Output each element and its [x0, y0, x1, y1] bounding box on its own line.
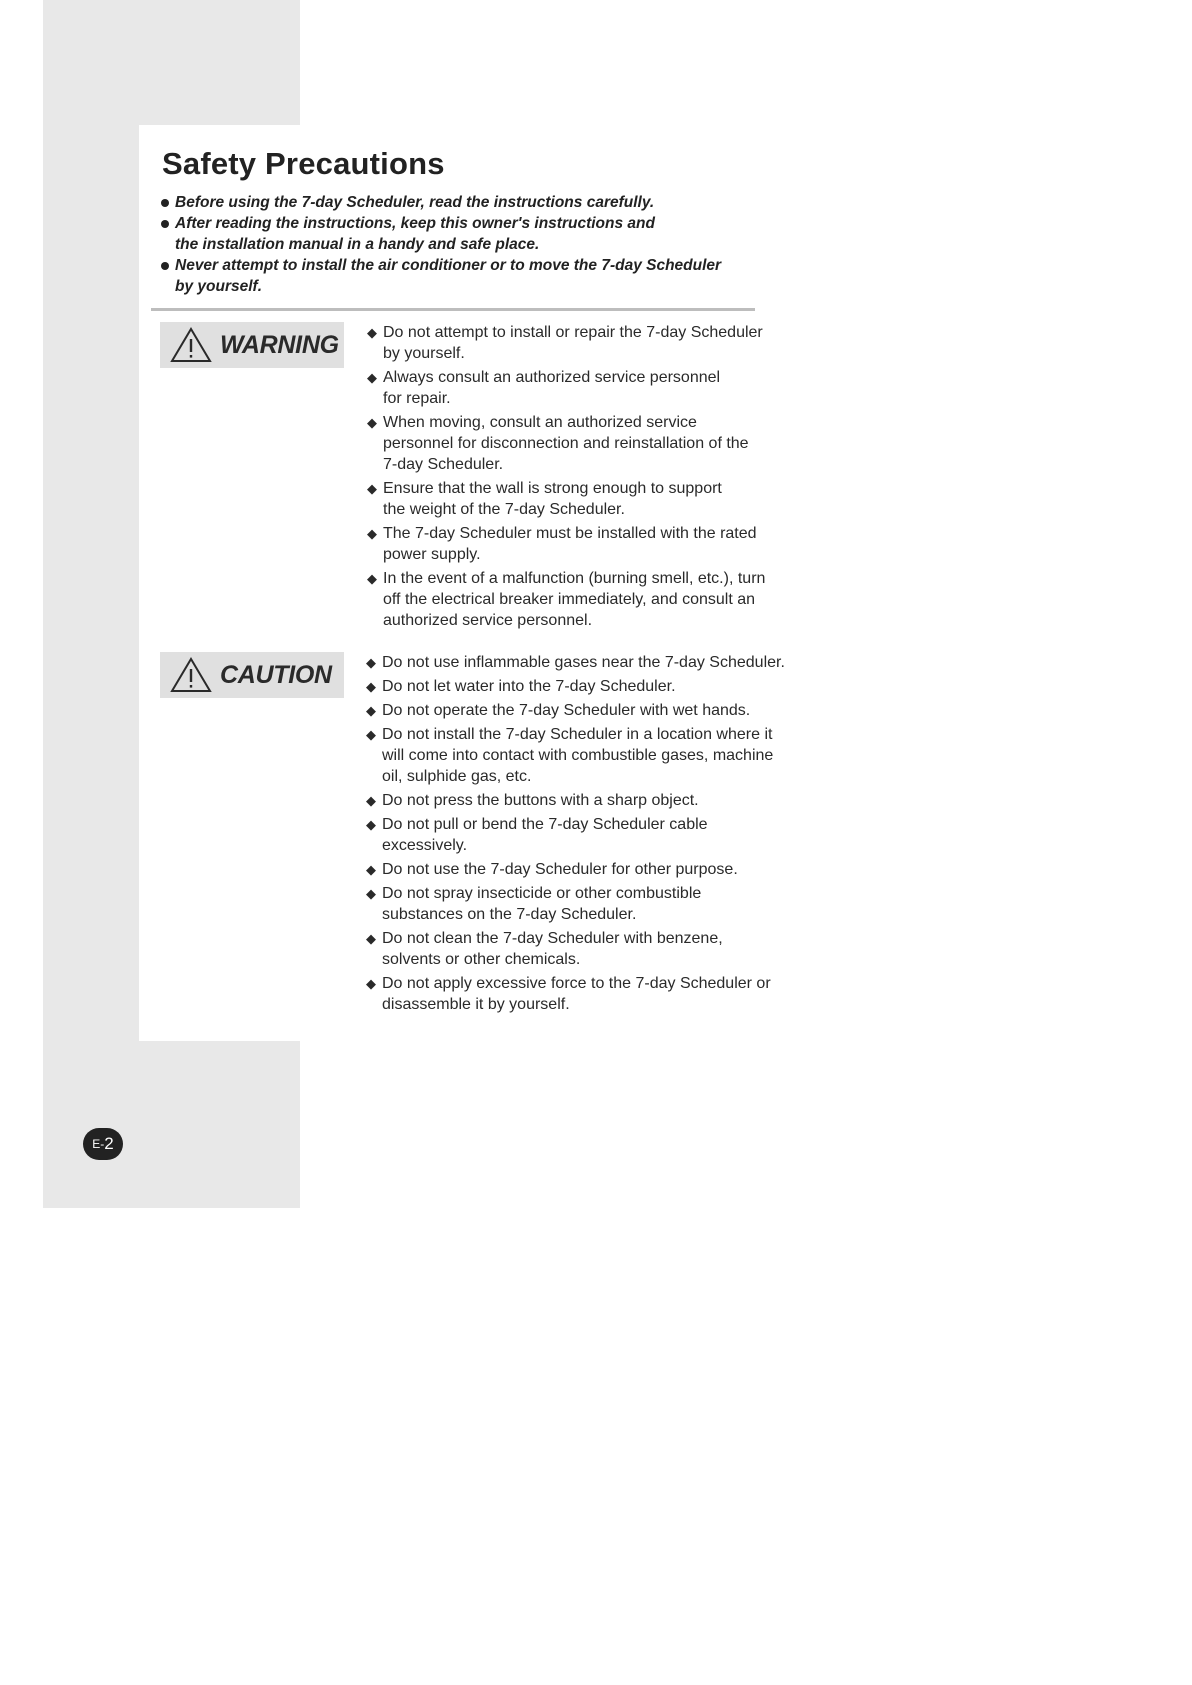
- warning-label: [160, 322, 344, 368]
- intro-item: Never attempt to install the air conditioner or to move the 7-day Scheduler by yourself.: [160, 255, 725, 297]
- divider: [151, 308, 755, 311]
- caution-item: ◆ Do not operate the 7-day Scheduler with wet hands.: [366, 702, 751, 719]
- warning-item: ◆ Ensure that the wall is strong enough to support the weight of the 7-day Scheduler.: [367, 480, 722, 518]
- diamond-bullet-icon: ◆: [367, 370, 377, 385]
- caution-item: ◆ Do not pull or bend the 7-day Scheduler cable excessively.: [366, 816, 708, 854]
- warning-triangle-icon: [169, 656, 213, 694]
- diamond-bullet-icon: ◆: [367, 325, 377, 340]
- caution-item: ◆ Do not apply excessive force to the 7-day Scheduler or disassemble it by yourself.: [366, 975, 771, 1013]
- warning-item: ◆ When moving, consult an authorized service personnel for disconnection and reinstallation of the 7-day Scheduler.: [367, 414, 749, 473]
- page-title: Safety Precautions: [162, 146, 445, 181]
- caution-item: ◆ Do not install the 7-day Scheduler in a location where it will come into contact with combustible gases, machine oil, sulphide gas, etc.: [366, 726, 774, 785]
- diamond-bullet-icon: ◆: [366, 862, 376, 877]
- diamond-bullet-icon: ◆: [367, 415, 377, 430]
- diamond-bullet-icon: ◆: [367, 571, 377, 586]
- caution-list: [366, 652, 786, 1018]
- page-number-badge: [83, 1128, 123, 1160]
- warning-label-text: WARNING: [220, 330, 339, 359]
- diamond-bullet-icon: ◆: [366, 703, 376, 718]
- caution-item: ◆ Do not clean the 7-day Scheduler with benzene, solvents or other chemicals.: [366, 930, 723, 968]
- intro-item: After reading the instructions, keep this owner's instructions and the installation manual in a handy and safe place.: [160, 213, 665, 255]
- caution-item: ◆ Do not let water into the 7-day Scheduler.: [366, 678, 676, 695]
- caution-item: ◆ Do not use the 7-day Scheduler for other purpose.: [366, 861, 738, 878]
- diamond-bullet-icon: ◆: [366, 931, 376, 946]
- diamond-bullet-icon: ◆: [366, 817, 376, 832]
- caution-item: ◆ Do not press the buttons with a sharp object.: [366, 792, 699, 809]
- caution-item: ◆ Do not use inflammable gases near the 7-day Scheduler.: [366, 654, 785, 671]
- diamond-bullet-icon: ◆: [366, 793, 376, 808]
- diamond-bullet-icon: ◆: [366, 976, 376, 991]
- bullet-dot-icon: [161, 199, 169, 207]
- bullet-dot-icon: [161, 262, 169, 270]
- diamond-bullet-icon: ◆: [366, 727, 376, 742]
- diamond-bullet-icon: ◆: [366, 655, 376, 670]
- warning-item: ◆ Do not attempt to install or repair the 7-day Scheduler by yourself.: [367, 324, 763, 362]
- diamond-bullet-icon: ◆: [366, 679, 376, 694]
- page-number: 2: [104, 1134, 114, 1153]
- diamond-bullet-icon: ◆: [367, 526, 377, 541]
- caution-item: ◆ Do not spray insecticide or other combustible substances on the 7-day Scheduler.: [366, 885, 702, 923]
- page-prefix: E-: [92, 1137, 105, 1151]
- warning-item: ◆ Always consult an authorized service personnel for repair.: [367, 369, 721, 407]
- caution-label: [160, 652, 344, 698]
- diamond-bullet-icon: ◆: [367, 481, 377, 496]
- warning-triangle-icon: [169, 326, 213, 364]
- intro-item: Before using the 7-day Scheduler, read the instructions carefully.: [160, 192, 760, 213]
- warning-item: ◆ In the event of a malfunction (burning smell, etc.), turn off the electrical breaker immediately, and consult an authorized service personnel.: [367, 570, 766, 629]
- intro-list: [160, 192, 760, 297]
- diamond-bullet-icon: ◆: [366, 886, 376, 901]
- warning-item: ◆ The 7-day Scheduler must be installed with the rated power supply.: [367, 525, 757, 563]
- bullet-dot-icon: [161, 220, 169, 228]
- caution-label-text: CAUTION: [220, 660, 332, 689]
- warning-list: [367, 322, 767, 634]
